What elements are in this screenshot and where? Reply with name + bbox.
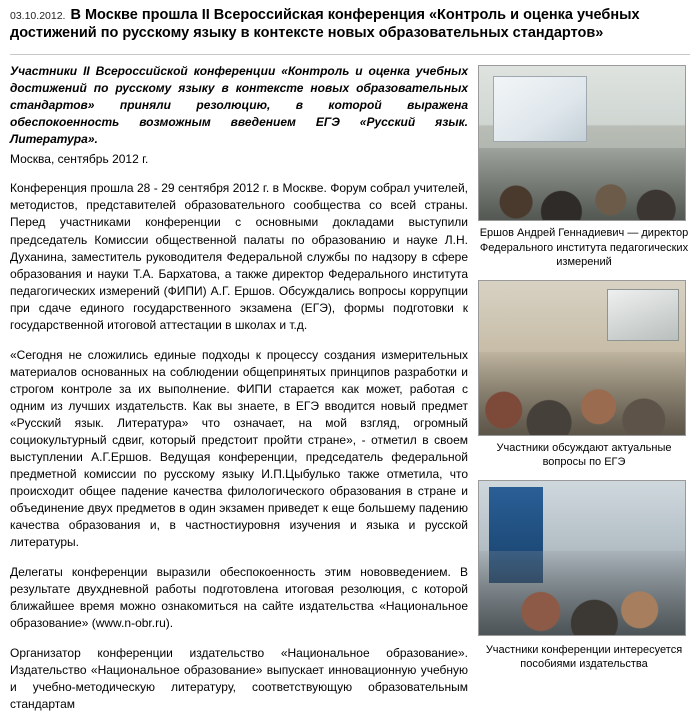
- figure-caption: Участники обсуждают актуальные вопросы по ЕГЭ: [496, 441, 672, 469]
- publication-date: 03.10.2012.: [10, 10, 66, 22]
- figure-caption: Участники конференции интересуется пособиями издательства: [485, 643, 683, 671]
- article-lead: Участники II Всероссийской конференции «Контроль и оценка учебных достижений по русскому языку в контексте новых образовательных стандартов» приняли резолюцию, в которой выражена обеспокоенность возможным введением ЕГЭ «Русский язык. Литература».: [10, 64, 468, 147]
- article-header: [10, 6, 690, 46]
- headline-text: В Москве прошла II Всероссийская конференция «Контроль и оценка учебных достижений по русскому языку в контексте новых образовательных стандартов»: [10, 7, 640, 42]
- figure-caption: Ершов Андрей Геннадиевич — директор Федерального института педагогических измерений: [479, 227, 689, 269]
- photo-presidium-hall: [478, 65, 686, 221]
- figure: [478, 280, 690, 470]
- article-paragraph: «Сегодня не сложились единые подходы к процессу создания измерительных материалов основанных на соблюдении общепринятых принципов разработки и строгом контроле за их выполнение. ФИПИ старается как может, работая с одним из лучших издательств. Как вы знаете, в ЕГЭ вводится новый предмет «Русский язык. Литература» что означает, на мой взгляд, огромный социокультурный сдвиг, который предстоит пройти стране», - отметил в своем выступлении А.Г.Ершов. Ведущая конференции, председатель федеральной предметной комиссии по русскому языку И.П.Цыбулько также отметила, что происходит общее падение качества филологического образования в стране и объединение двух предметов в один экзамен приведет к еще большему падению качества образования и, в частностиуровня изучения и языка и русской литературы.: [10, 347, 468, 550]
- header-divider: [10, 54, 690, 55]
- figure: [478, 480, 690, 672]
- figure-column: [478, 63, 690, 682]
- article-paragraph: Организатор конференции издательство «Национальное образование». Издательство «Национальное образование» выпускает инновационную учебную и учебно-методическую литературу, соответствующую образовательным стандартам: [10, 646, 468, 712]
- figure: [478, 65, 690, 270]
- article-body: [10, 63, 690, 726]
- page-title: [10, 6, 690, 42]
- article-paragraph: Делегаты конференции выразили обеспокоенность этим нововведением. В результате двухдневной работы подготовлена итоговая резолюция, с которой ближайшее время можно ознакомиться на сайте издательства «Национальное образование» (www.n-obr.ru).: [10, 565, 468, 631]
- article-place-date: Москва, сентябрь 2012 г.: [10, 152, 149, 167]
- photo-book-stand: [478, 480, 686, 636]
- article-paragraph: Конференция прошла 28 - 29 сентября 2012 г. в Москве. Форум собрал учителей, методистов, представителей образовательного сообщества со всей страны. Перед участниками конференции с основными докладами выступили председатель Комиссии общественной палаты по образованию и науке Л.Н. Духанина, заместитель руководителя Федеральной службы по надзору в сфере образования и науки Т.А. Бархатова, а также директор Федерального института педагогических измерений (ФИПИ) А.Г. Ершов. Обсуждались вопросы коррупции при сдаче единого государственного экзамена (ЕГЭ), формы подготовки к государственной итоговой аттестации в школах и т.д.: [10, 181, 468, 332]
- text-column: [10, 63, 478, 726]
- photo-participants-discussion: [478, 280, 686, 436]
